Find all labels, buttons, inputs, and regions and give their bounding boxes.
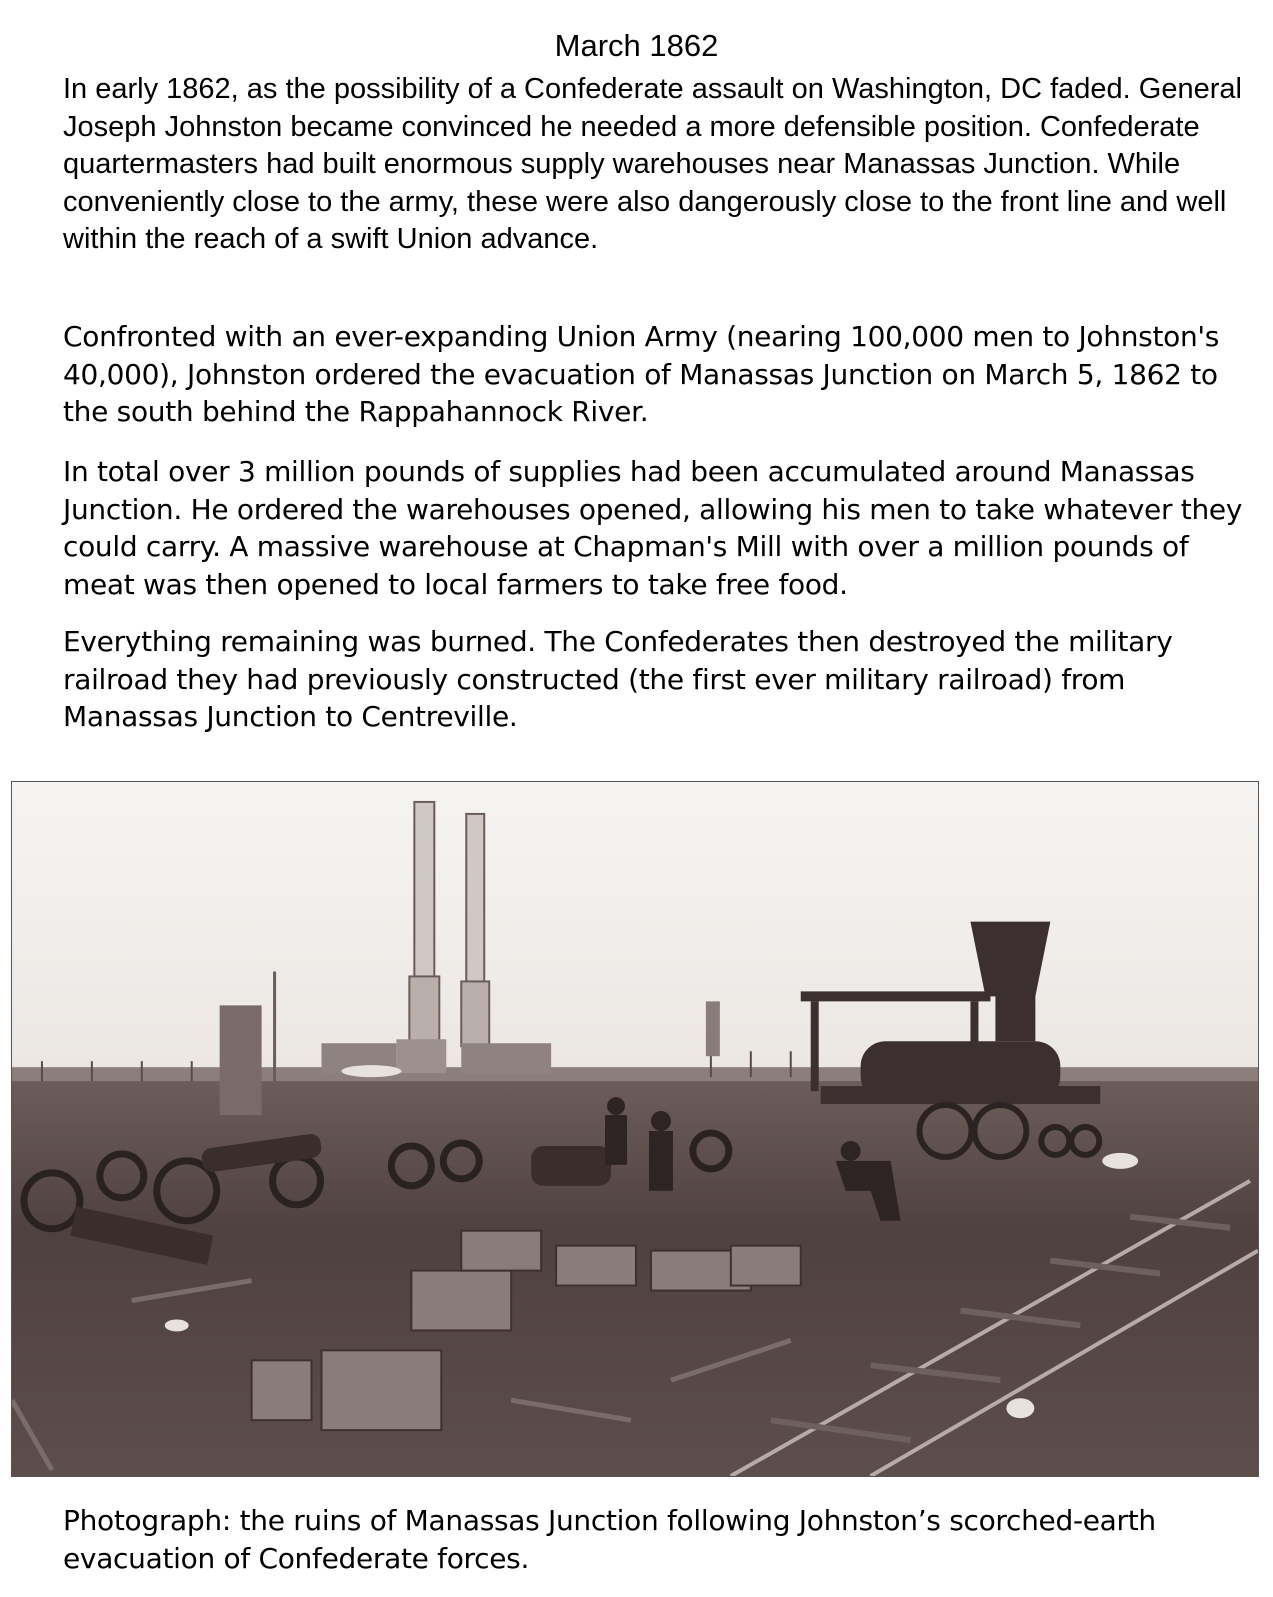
paragraph-intro: In early 1862, as the possibility of a Confederate assault on Washington, DC faded. General Joseph Johnston became convinced he needed a more defensible position. Confederate quartermasters had built enormous supply warehouses near Manassas Junction. While conveniently close to the army, these were also dangerously close to the front line and well within the reach of a swift Union advance. [63,73,1242,256]
historical-photograph [11,781,1259,1477]
ruins-photo-illustration [12,782,1258,1476]
page-title: March 1862 [554,28,719,63]
paragraph-destruction: Everything remaining was burned. The Confederates then destroyed the military railroad they had previously constructed (the first ever military railroad) from Manassas Junction to Centreville. [63,625,1173,734]
paragraph-supplies: In total over 3 million pounds of supplies had been accumulated around Manassas Junction. He ordered the warehouses opened, allowing his men to take whatever they could carry. A massive warehouse at Chapman's Mill with over a million pounds of meat was then opened to local farmers to take free food. [63,455,1243,601]
photo-caption: Photograph: the ruins of Manassas Junction following Johnston’s scorched-earth evacuation of Confederate forces. [63,1504,1156,1575]
paragraph-evacuation: Confronted with an ever-expanding Union Army (nearing 100,000 men to Johnston's 40,000), Johnston ordered the evacuation of Manassas Junction on March 5, 1862 to the south behind the Rappahannock River. [63,320,1220,429]
